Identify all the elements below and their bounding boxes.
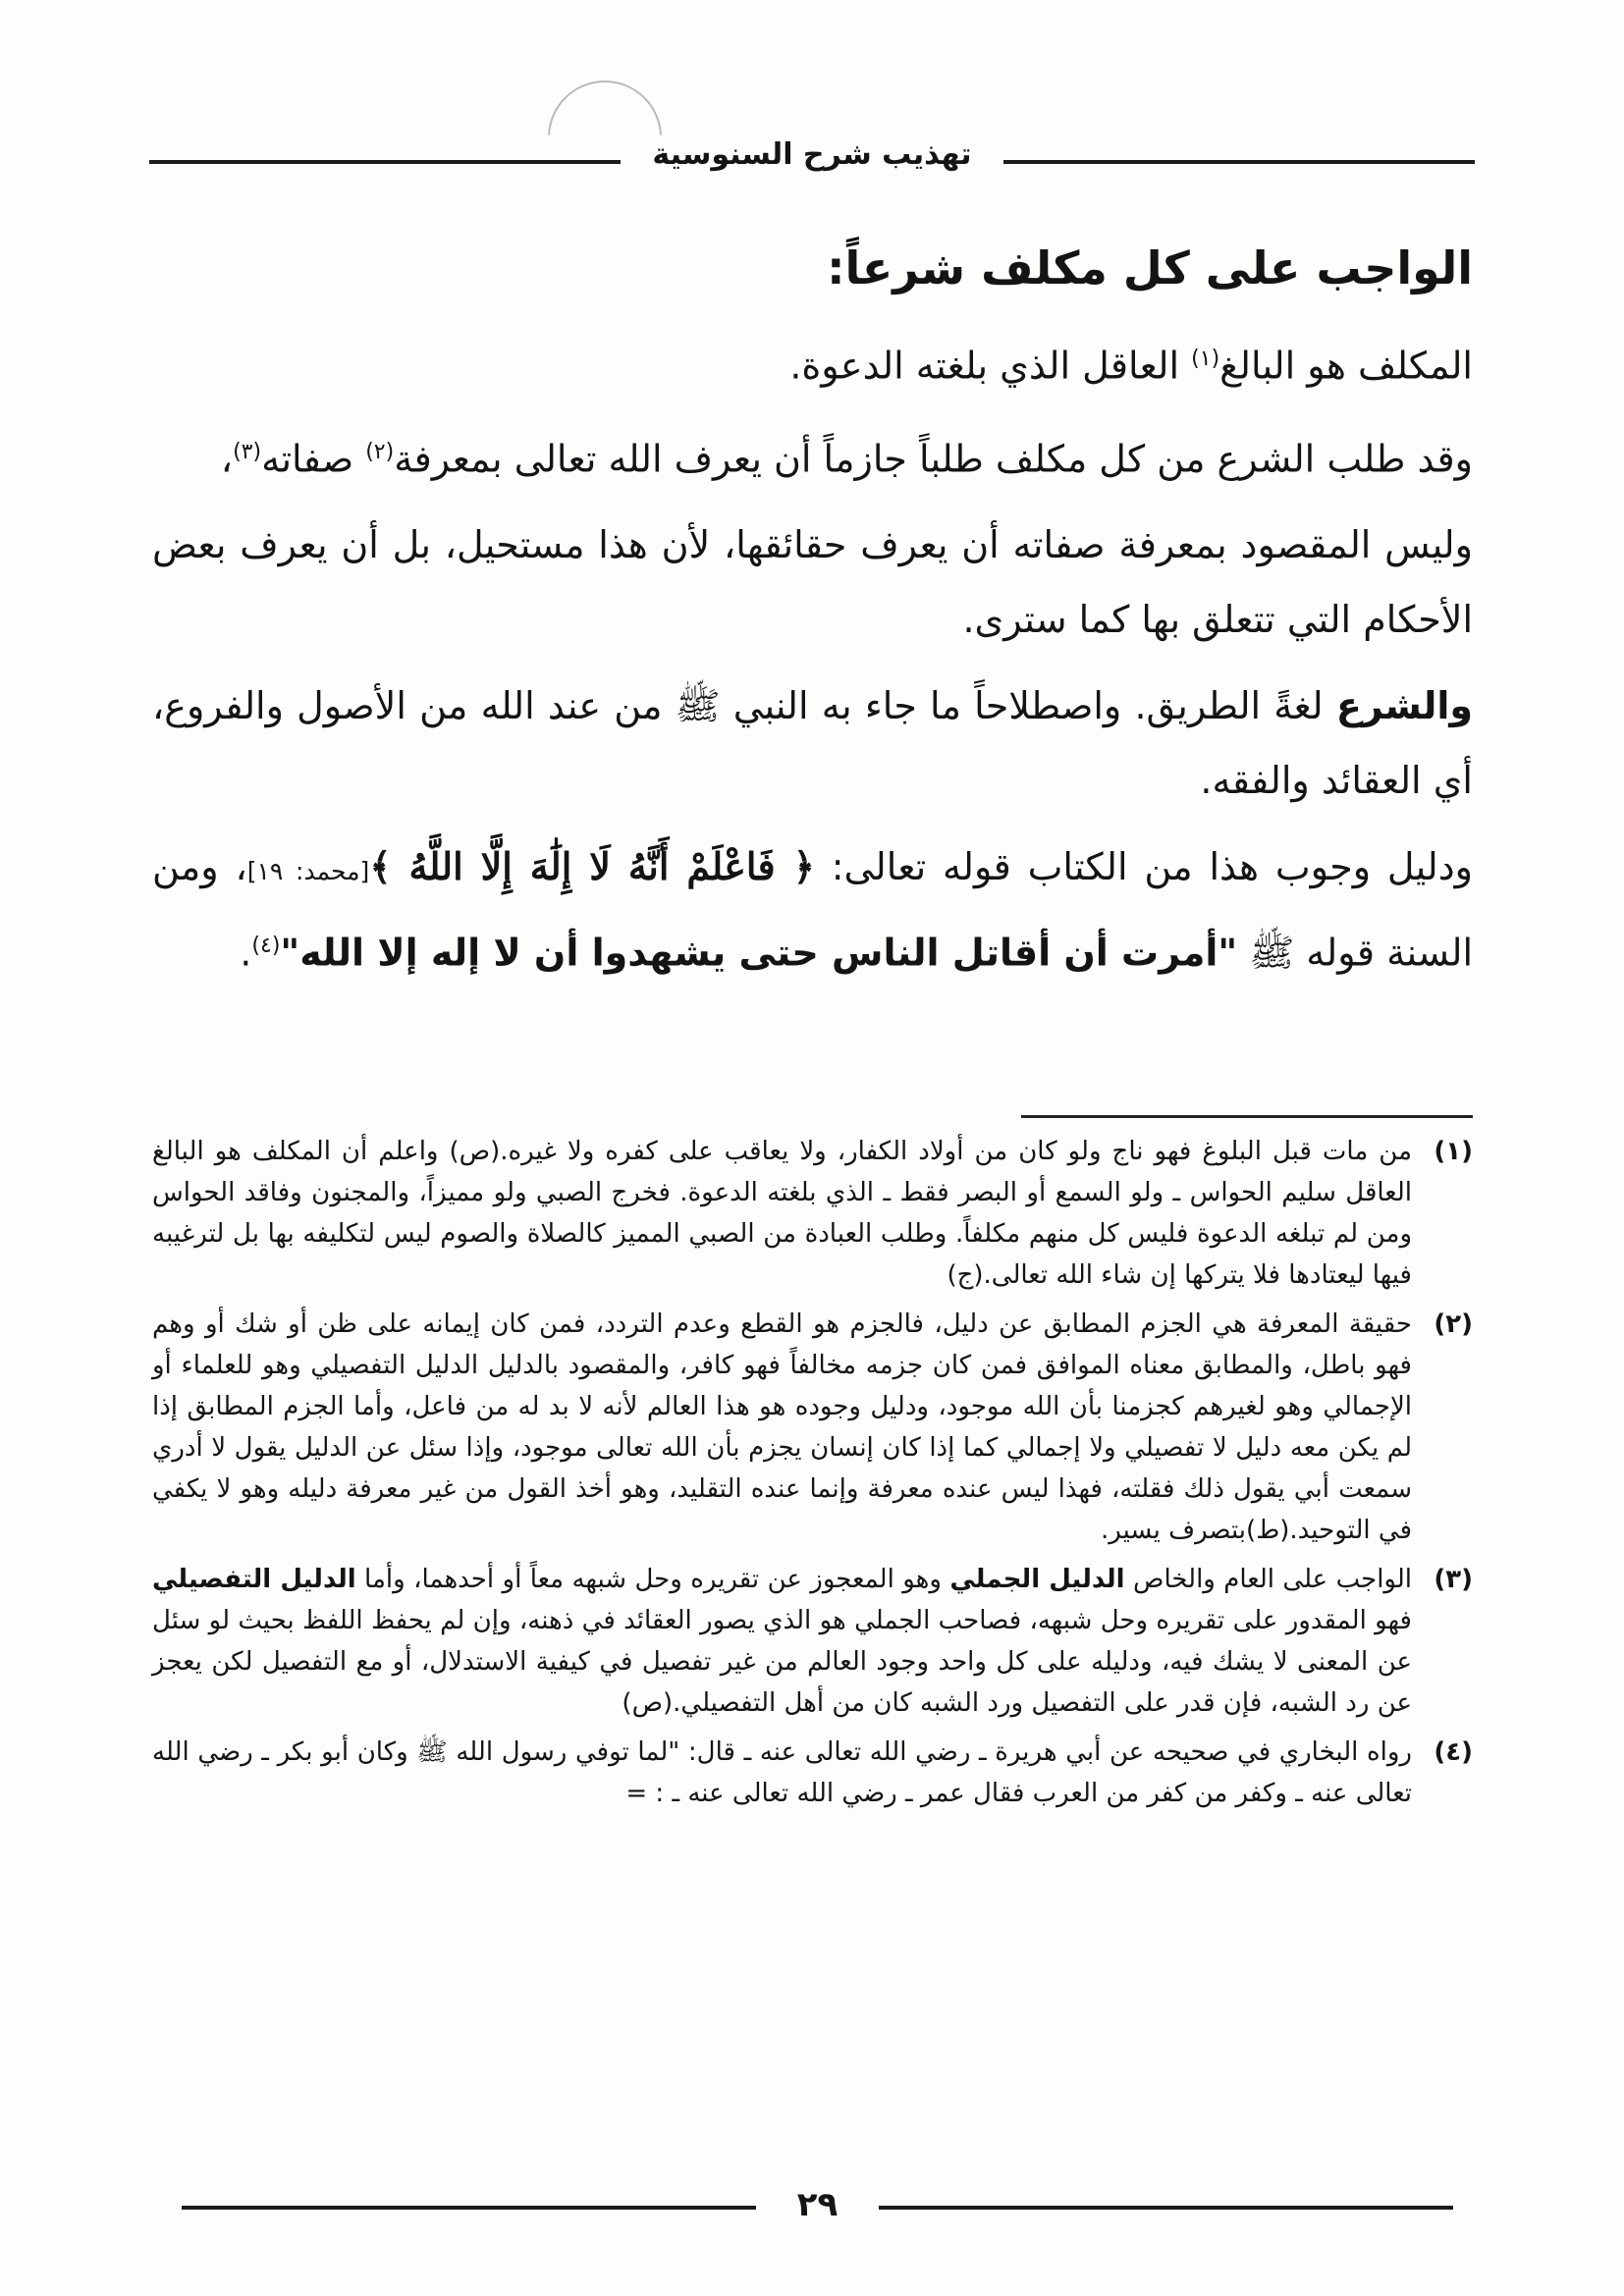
footnote-segment: وهو المعجوز عن تقريره وحل شبهه معاً أو أحدهما، وأما [355,1565,950,1594]
footnotes [152,1131,1473,1822]
term-lead: والشرع [1335,684,1473,728]
paragraph-text: لغةً الطريق. واصطلاحاً ما جاء به النبي ﷺ من عند الله من الأصول والفروع، أي العقائد والفقه. [152,684,1473,803]
page-number: ٢٩ [796,2185,839,2224]
footer-rule-right [879,2206,1453,2210]
paragraph-text: ، [220,437,234,481]
hadith-quote: "أمرت أن أقاتل الناس حتى يشهدوا أن لا إله إلا الله" [280,931,1238,975]
footnote-segment: الواجب على العام والخاص [1124,1565,1413,1594]
footnote-1 [152,1131,1473,1296]
footnote-text: رواه البخاري في صحيحه عن أبي هريرة ـ رضي الله تعالى عنه ـ قال: "لما توفي رسول الله ﷺ وكان أبو بكر ـ رضي الله تعالى عنه ـ وكفر من كفر من العرب فقال عمر ـ رضي الله تعالى عنه ـ : = [152,1737,1412,1808]
footnote-ref-3[interactable]: (٣) [233,439,262,464]
running-title: تهذيب شرح السنوسية [652,137,972,172]
footnote-number: (٤) [1434,1737,1473,1767]
section-heading: الواجب على كل مكلف شرعاً: [827,241,1473,294]
paragraph-meaning: وليس المقصود بمعرفة صفاته أن يعرف حقائقها، لأن هذا مستحيل، بل أن يعرف بعض الأحكام التي تتعلق بها كما سترى. [152,523,1473,642]
footnote-text: من مات قبل البلوغ فهو ناج ولو كان من أولاد الكفار، ولا يعاقب على كفره ولا غيره.(ص) واعلم أن المكلف هو البالغ العاقل سليم الحواس ـ ولو السمع أو البصر فقط ـ الذي بلغته الدعوة. فخرج الصبي ولو مميزاً، والمجنون وفاقد الحواس ومن لم تبلغه الدعوة فليس كل منهم مكلفاً. وطلب العبادة من الصبي المميز كالصلاة والصوم ليس لتكليفه بها بل لترغيبه فيها ليعتادها فلا يتركها إن شاء الله تعالى.(ج) [152,1137,1412,1290]
footnote-number: (٢) [1434,1309,1473,1339]
paragraph-text: . [240,931,252,975]
page-footer [182,2185,1453,2234]
paragraph-text: العاقل الذي بلغته الدعوة. [789,344,1192,388]
footnote-text: حقيقة المعرفة هي الجزم المطابق عن دليل، فالجزم هو القطع وعدم التردد، فمن كان إيمانه على ظن أو شك أو وهم فهو باطل، والمطابق معناه الموافق فمن كان جزمه مخالفاً فهو كافر، والمقصود بالدليل الدليل التفصيلي وهو للعلماء أو الإجمالي وهو لغيرهم كجزمنا بأن الله موجود، ودليل وجوده هو هذا العالم لأنه لا بد له من فاعل، وأما الجزم المطابق إذا لم يكن معه دليل لا تفصيلي ولا إجمالي كما إذا كان إنسان يجزم بأن الله تعالى موجود، وإذا سئل عن الدليل يقول لا أدري سمعت أبي يقول ذلك فقلته، فهذا ليس عنده معرفة وإنما عنده التقليد، وهو أخذ القول من غير معرفة دليله وهو لا يكفي في التوحيد.(ط)بتصرف يسير. [152,1309,1412,1545]
footnote-segment: فهو المقدور على تقريره وحل شبهه، فصاحب الجملي هو الذي يصور العقائد في ذهنه، وإن لم يحفظ اللفظ بحيث لو سئل عن المعنى لا يشك فيه، ودليله على كل واحد وجود العالم من غير تفصيل في كيفية الاستدلال، أو مع التفصيل لكن يعجز عن رد الشبه، فإن قدر على التفصيل ورد الشبه كان من أهل التفصيلي.(ص) [152,1606,1412,1718]
paragraph-text: المكلف هو البالغ [1219,344,1473,388]
running-header [149,137,1475,177]
footnote-ref-4[interactable]: (٤) [251,934,281,959]
verse-reference: [محمد: ١٩] [246,857,370,886]
footnote-number: (١) [1434,1137,1473,1166]
main-text [152,236,1473,1002]
footnote-3 [152,1559,1473,1724]
footnote-ref-1[interactable]: (١) [1191,347,1220,371]
paragraph-text: صفاته [261,437,366,481]
footnote-number: (٣) [1434,1565,1473,1594]
paragraph-text: ، ومن السنة قوله ﷺ [152,845,1473,975]
quran-verse: ﴿ فَاعْلَمْ أَنَّهُ لَا إِلَٰهَ إِلَّا اللَّهُ ﴾ [369,844,815,889]
footnote-text [152,1559,1412,1724]
paragraph-sharia [152,668,1473,818]
footnote-term: الدليل التفصيلي [152,1565,356,1594]
footnote-ref-2[interactable]: (٢) [365,439,395,464]
footnote-4 [152,1732,1473,1814]
header-rule-right [1003,160,1475,164]
paragraph-evidence [152,829,1473,990]
paragraph-text: وقد طلب الشرع من كل مكلف طلباً جازماً أن يعرف الله تعالى بمعرفة [394,437,1473,481]
footnote-2 [152,1304,1473,1551]
paragraph-text: ودليل وجوب هذا من الكتاب قوله تعالى: [814,845,1473,889]
footnote-separator [1021,1115,1473,1118]
footnote-term: الدليل الجملي [949,1565,1125,1594]
paragraph-definition [152,322,1473,403]
paragraph-obligation [152,415,1473,497]
